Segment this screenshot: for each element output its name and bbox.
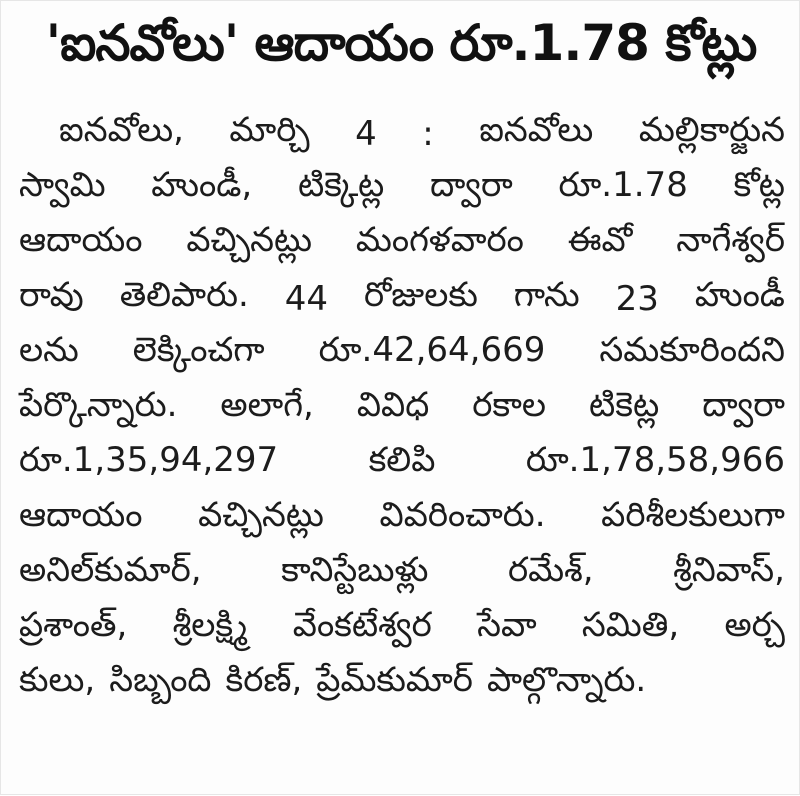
article-word: తెలిపారు. (119, 275, 249, 315)
article-line (19, 655, 785, 713)
article-word: ఆదాయం (19, 495, 143, 535)
article-word: ఐనవోలు, (59, 110, 184, 150)
article-body (1, 1, 800, 796)
article-word: అలాగే, (220, 385, 314, 425)
article-word: రమేశ్, (507, 550, 594, 590)
article-word: సమితి, (581, 605, 680, 645)
article-word: అర్చ (724, 605, 785, 645)
article-word: మంగళవారం (355, 220, 524, 260)
article-word: వివిధ (356, 385, 430, 425)
article-word: టిక్కెట్ల (297, 165, 385, 205)
article-word: పేర్కొన్నారు. (19, 385, 178, 425)
article-word: వచ్చినట్లు (198, 495, 324, 535)
article-word: గాను (513, 275, 580, 315)
article-word: టికెట్ల (588, 385, 660, 425)
article-word: 4 (355, 114, 377, 154)
article-word: కోట్ల (733, 165, 785, 205)
article-word: హుండీ, (151, 165, 253, 205)
article-word: కులు, (19, 660, 96, 700)
article-word: 23 (615, 279, 659, 319)
article-word: వచ్చినట్లు (186, 220, 313, 260)
article-word: ప్రేమ్‌కుమార్ (316, 660, 473, 700)
article-word: 44 (284, 279, 329, 319)
article-line (19, 435, 785, 493)
article-word: ప్రశాంత్, (19, 605, 128, 645)
article-word: శ్రీనివాస్, (673, 550, 785, 590)
article-word: పరిశీలకులుగా (601, 495, 785, 535)
article-word: శ్రీలక్ష్మి (172, 605, 248, 645)
article-word: లెక్కించగా (132, 330, 265, 370)
article-word: స్వామి (19, 165, 106, 205)
article-word: ఈవో (567, 220, 633, 260)
article-word: నాగేశ్వర్ (676, 220, 785, 260)
article-word: వేంకటేశ్వర (292, 605, 432, 645)
article-word: : (422, 114, 434, 154)
article-line (19, 215, 785, 273)
article-word: రూ.1,78,58,966 (525, 440, 785, 480)
article-line (19, 600, 785, 658)
article-word: ద్వారా (702, 385, 785, 425)
article-word: రకాల (472, 385, 546, 425)
article-word: ద్వారా (429, 165, 513, 205)
article-line (19, 270, 785, 328)
article-word: సమకూరిందని (599, 330, 785, 370)
article-word: రూ.1,35,94,297 (19, 440, 279, 480)
article-word: రూ.42,64,669 (318, 330, 546, 370)
article-word: ఆదాయం (19, 220, 143, 260)
article-word: రావు (19, 275, 84, 315)
article-word: పాల్గొన్నారు. (486, 660, 647, 700)
article-line (19, 160, 785, 218)
article-word: కిరణ్, (225, 660, 303, 700)
headline: 'ఐనవోలు' ఆదాయం రూ.1.78 కోట్లు (45, 13, 757, 72)
article-word: వివరించారు. (379, 495, 546, 535)
article-word: రూ.1.78 (558, 165, 688, 205)
article-word: ఐనవోలు (479, 110, 594, 150)
article-word: లను (19, 330, 79, 370)
article-word: అనిల్‌కుమార్, (19, 550, 202, 590)
article-word: మల్లికార్జున (638, 110, 785, 150)
article-word: మార్చి (229, 110, 310, 150)
article-word: సేవా (477, 605, 537, 645)
article-word: కానిస్టేబుళ్లు (281, 550, 429, 590)
article-line (19, 545, 785, 603)
article-line (19, 490, 785, 548)
article-line (59, 105, 785, 163)
article-word: సిబ్బంది (109, 660, 212, 700)
article-word: కలిపి (368, 440, 436, 480)
article-word: హుండీ (694, 275, 785, 315)
article-line (19, 380, 785, 438)
article-line (19, 325, 785, 383)
article-word: రోజులకు (364, 275, 478, 315)
